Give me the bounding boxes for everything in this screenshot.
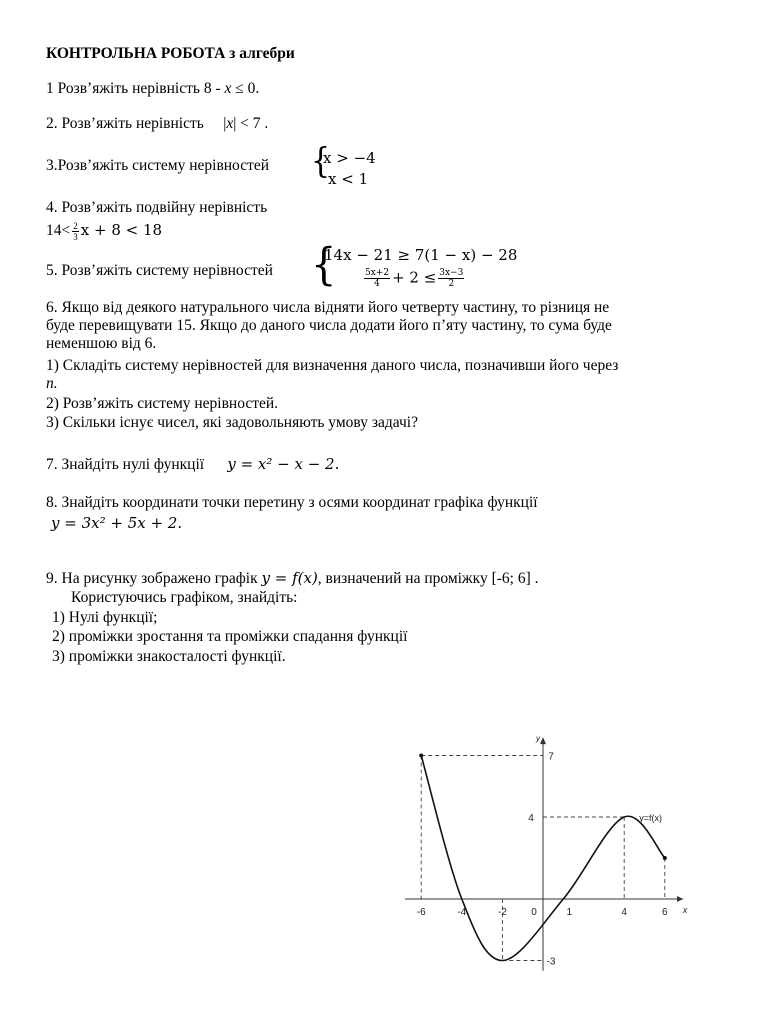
x-tick-label-4: 4 xyxy=(621,907,627,918)
task-1-rest: ≤ 0. xyxy=(231,80,260,97)
task-6-q3: 3) Скільки існує чисел, які задовольняють умову задачі? xyxy=(46,414,418,431)
task-3-text: 3.Розв’яжіть систему нерівностей xyxy=(46,157,270,174)
task-9-text-b: , визначений на проміжку [-6; 6] . xyxy=(317,570,539,587)
x-tick-label-6: 6 xyxy=(662,907,668,918)
task-2-var: x xyxy=(226,115,234,132)
task-2-ineq-right: | < 7 . xyxy=(233,115,269,132)
task-5-frac-2 xyxy=(438,268,464,289)
task-5-text: 5. Розв’яжіть систему нерівностей xyxy=(46,262,273,279)
task-4-formula xyxy=(46,221,162,242)
task-4-left: 14< xyxy=(46,222,71,240)
task-5-den-1: 4 xyxy=(374,279,380,289)
task-3-brace: { xyxy=(311,141,331,182)
task-2 xyxy=(46,115,268,133)
task-4-right: x + 8 < 18 xyxy=(80,221,163,240)
task-5-den-2: 2 xyxy=(448,279,455,289)
task-6-q1-var: n. xyxy=(46,375,58,392)
task-5-frac-1 xyxy=(364,268,390,289)
task-4-num: 2 xyxy=(73,221,78,231)
task-5-line-2 xyxy=(362,268,466,289)
y-tick-label-m3: -3 xyxy=(546,956,556,968)
task-7-formula: y = x² − x − 2. xyxy=(227,455,340,473)
task-4-text: 4. Розв’яжіть подвійну нерівність xyxy=(46,199,268,216)
task-9-formula: y = f(x) xyxy=(261,569,318,587)
task-2-ineq-left: | xyxy=(223,115,227,132)
y-axis-arrow xyxy=(540,737,546,744)
curve-start-point xyxy=(419,754,423,758)
task-6-line-1: 6. Якщо від деякого натурального числа відняти його четверту частину, то різниця не xyxy=(46,299,610,316)
task-7 xyxy=(46,455,339,474)
x-tick-label-m4: -4 xyxy=(457,907,467,918)
task-5-line-1: 14x − 21 ≥ 7(1 − x) − 28 xyxy=(324,246,518,264)
x-tick-label-m6: -6 xyxy=(416,907,426,918)
task-6-q2: 2) Розв’яжіть систему нерівностей. xyxy=(46,395,279,412)
task-9-item-3: 3) проміжки знакосталості функції. xyxy=(52,648,286,665)
x-axis-arrow xyxy=(677,896,683,902)
x-tick-label-m2: -2 xyxy=(497,907,507,918)
x-tick-label-0: 0 xyxy=(531,907,537,918)
task-5-num-1: 5x+2 xyxy=(365,268,390,278)
task-1-var: x xyxy=(224,80,232,97)
task-6-line-2: буде перевищувати 15. Якщо до даного числа додати його п’яту частину, то сума буде xyxy=(46,317,612,334)
task-5-mid: + 2 ≤ xyxy=(392,268,437,287)
task-9-line-1 xyxy=(46,569,539,588)
task-1-text: 1 Розв’яжіть нерівність 8 - xyxy=(46,80,225,97)
task-9-text-a: 9. На рисунку зображено графік xyxy=(46,570,262,587)
x-axis-label: x xyxy=(682,905,688,915)
x-tick-label-1: 1 xyxy=(566,907,573,918)
curve-end-point xyxy=(663,856,667,860)
task-9-item-2: 2) проміжки зростання та проміжки спадання функції xyxy=(52,628,408,645)
task-9-item-1: 1) Нулі функції; xyxy=(52,609,158,626)
task-4-fraction xyxy=(72,221,79,242)
task-2-text: 2. Розв’яжіть нерівність xyxy=(46,115,204,132)
task-1 xyxy=(46,80,259,98)
page-title: КОНТРОЛЬНА РОБОТА з алгебри xyxy=(46,45,295,62)
task-5-num-2: 3x−3 xyxy=(439,268,464,278)
task-3-line-1: x > −4 xyxy=(323,149,376,167)
task-8-formula: y = 3x² + 5x + 2. xyxy=(51,514,183,532)
task-6-q1: 1) Складіть систему нерівностей для визначення даного числа, позначивши його через xyxy=(46,357,619,374)
task-8-text: 8. Знайдіть координати точки перетину з осями координат графіка функції xyxy=(46,494,538,511)
task-9-line-2: Користуючись графіком, знайдіть: xyxy=(71,589,298,606)
task-7-text: 7. Знайдіть нулі функції xyxy=(46,456,205,473)
function-graph xyxy=(400,715,700,980)
task-6-line-3: неменшою від 6. xyxy=(46,335,157,352)
y-axis-label: y xyxy=(536,734,540,744)
tick-labels xyxy=(417,734,688,967)
task-4-den: 3 xyxy=(73,232,78,242)
y-tick-label-7: 7 xyxy=(548,751,554,763)
y-tick-label-4: 4 xyxy=(528,813,534,824)
series-label: y=f(x) xyxy=(639,813,662,823)
task-5-brace: { xyxy=(311,239,337,291)
task-3-line-2: x < 1 xyxy=(328,170,369,188)
